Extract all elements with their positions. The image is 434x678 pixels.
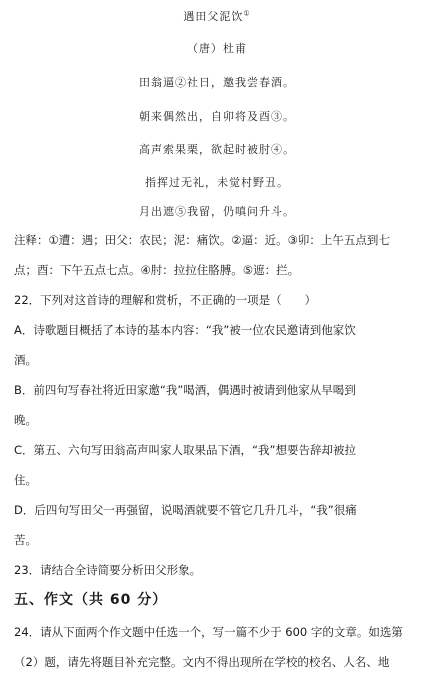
option-d: D．后四句写田父一再强留，说喝酒就要不管它几升几斗，“我”很痛: [14, 503, 357, 517]
option-b: B．前四句写春社将近田家邀“我”喝酒，偶遇时被请到他家从早喝到: [14, 383, 356, 397]
poem-author: （唐）杜甫: [187, 42, 247, 55]
question-23: 23．请结合全诗简要分析田父形象。: [14, 563, 202, 577]
question-22-stem: 22．下列对这首诗的理解和赏析，不正确的一项是（ ）: [14, 293, 317, 307]
notes-line: 注释：①遭：遇；田父：农民；泥：痛饮。②逼：近。③卯：上午五点到七: [14, 233, 390, 247]
poem-line: 指挥过无礼，未觉村野丑。: [145, 176, 289, 189]
option-a-cont: 酒。: [14, 353, 37, 367]
poem-line: 田翁逼②社日，邀我尝春酒。: [139, 76, 295, 89]
option-c-cont: 住。: [14, 473, 37, 487]
poem-line: 朝来偶然出，自卯将及酉③。: [139, 110, 295, 123]
notes-line: 点；酉：下午五点七点。④肘：拉拉住胳膊。⑤遮：拦。: [14, 263, 300, 277]
poem-title: 遇田父泥饮①: [183, 9, 251, 23]
question-24: 24．请从下面两个作文题中任选一个，写一篇不少于 600 字的文章。如选第: [14, 625, 403, 639]
poem-line: 月出遮⑤我留，仍嗔问升斗。: [139, 205, 295, 218]
poem-line: 高声索果栗，欲起时被肘④。: [139, 143, 295, 156]
option-c: C．第五、六句写田翁高声叫家人取果品下酒，“我”想要告辞却被拉: [14, 443, 356, 457]
option-b-cont: 晚。: [14, 413, 37, 427]
option-d-cont: 苦。: [14, 533, 37, 547]
option-a: A．诗歌题目概括了本诗的基本内容：“我”被一位农民邀请到他家饮: [14, 323, 356, 337]
section-heading: 五、作文（共 60 分）: [14, 592, 168, 608]
question-24-cont: （2）题，请先将题目补充完整。文内不得出现所在学校的校名、人名、地: [14, 655, 390, 669]
